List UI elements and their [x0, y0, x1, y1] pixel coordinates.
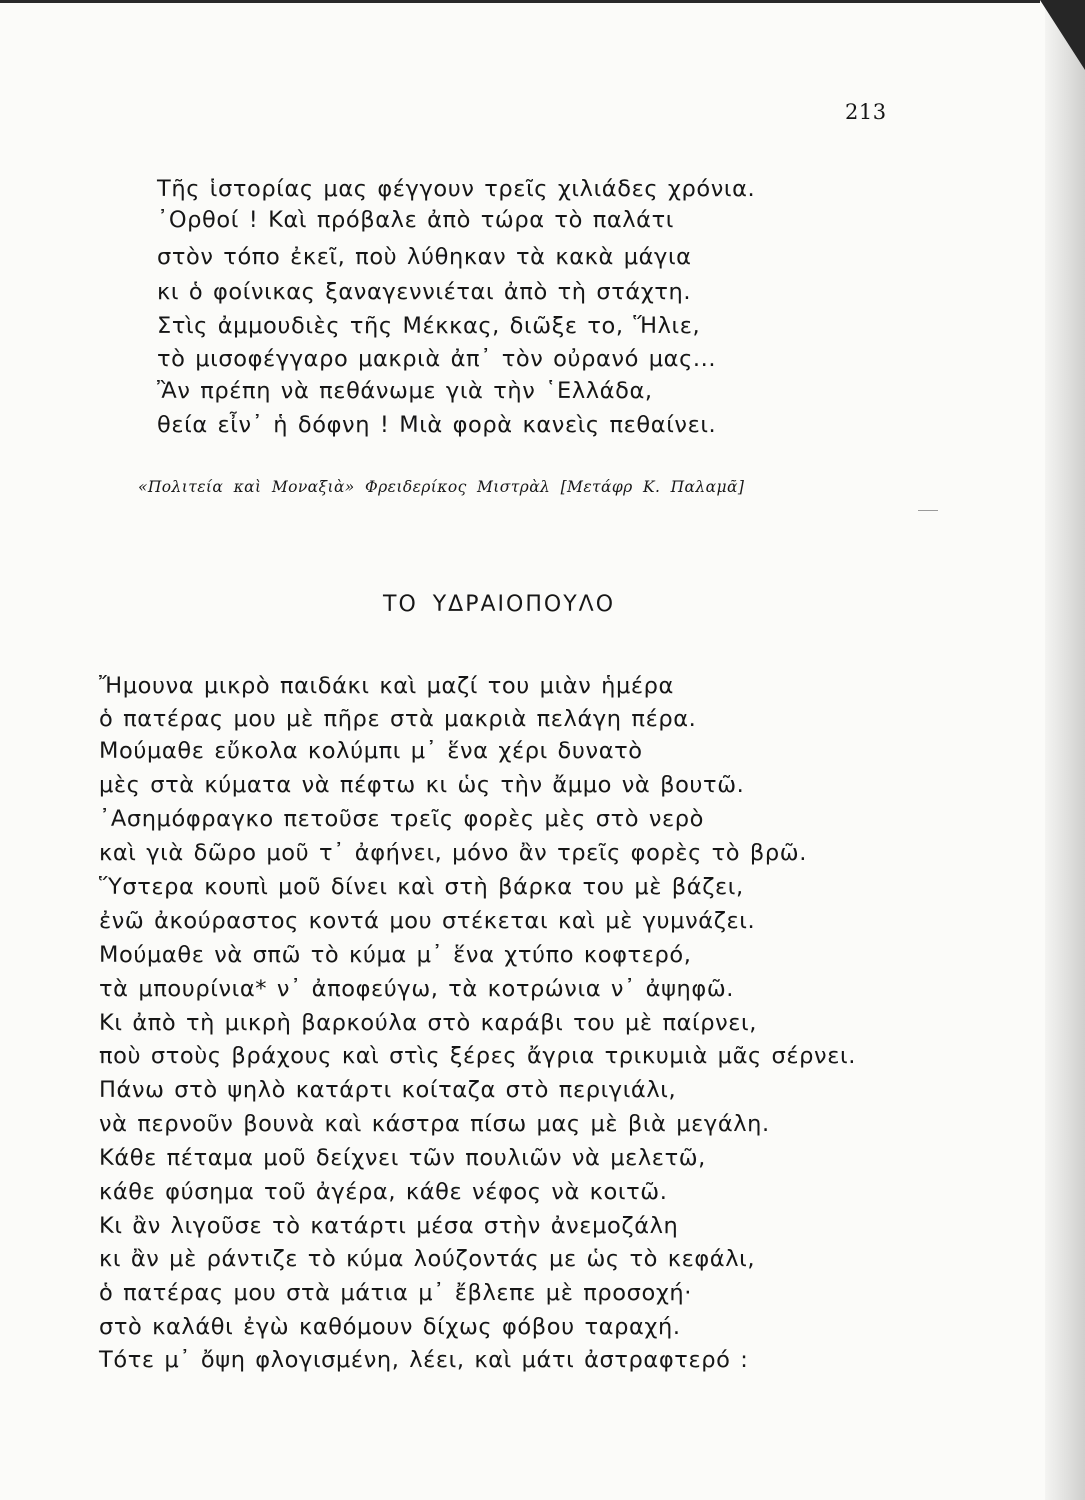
poem-attribution: «Πολιτεία καὶ Μοναξιὰ» Φρειδερίκος Μιστρὰλ [Μετάφρ Κ. Παλαμᾶ]: [138, 478, 745, 496]
poem-line: ᾿Ασημόφραγκο πετοῦσε τρεῖς φορὲς μὲς στὸ νερὸ: [99, 806, 705, 832]
poem-line: Μούμαθε νὰ σπῶ τὸ κύμα μ᾿ ἕνα χτύπο κοφτερό,: [99, 942, 692, 968]
poem-line: στὸ καλάθι ἐγὼ καθόμουν δίχως φόβου ταραχή.: [99, 1314, 681, 1340]
poem-line: τὰ μπουρίνια* ν᾿ ἀποφεύγω, τὰ κοτρώνια ν᾿ ἀψηφῶ.: [99, 976, 735, 1002]
poem-line: ᾿Ορθοί ! Καὶ πρόβαλε ἀπὸ τώρα τὸ παλάτι: [157, 207, 674, 233]
poem-line: Τότε μ᾿ ὄψη φλογισμένη, λέει, καὶ μάτι ἀστραφτερό :: [99, 1347, 749, 1373]
poem-line: Στὶς ἀμμουδιὲς τῆς Μέκκας, διῶξε το, Ἥλιε,: [157, 313, 701, 339]
poem-line: Κι ἂν λιγοῦσε τὸ κατάρτι μέσα στὴν ἀνεμοζάλη: [99, 1213, 679, 1239]
poem-line: Ἤμουνα μικρὸ παιδάκι καὶ μαζί του μιὰν ἡμέρα: [99, 673, 674, 699]
poem-line: Κάθε πέταμα μοῦ δείχνει τῶν πουλιῶν νὰ μελετῶ,: [99, 1145, 706, 1171]
poem-line: ποὺ στοὺς βράχους καὶ στὶς ξέρες ἄγρια τρικυμιὰ μᾶς σέρνει.: [99, 1043, 856, 1069]
poem-line: μὲς στὰ κύματα νὰ πέφτω κι ὡς τὴν ἄμμο νὰ βουτῶ.: [99, 772, 745, 798]
poem-line: ἐνῶ ἀκούραστος κοντά μου στέκεται καὶ μὲ γυμνάζει.: [99, 908, 756, 934]
poem-line: Τῆς ἱστορίας μας φέγγουν τρεῖς χιλιάδες χρόνια.: [157, 176, 756, 202]
poem-line: ὁ πατέρας μου μὲ πῆρε στὰ μακριὰ πελάγη πέρα.: [99, 706, 697, 732]
poem-line: Μούμαθε εὔκολα κολύμπι μ᾿ ἕνα χέρι δυνατὸ: [99, 738, 643, 764]
poem-line: καὶ γιὰ δῶρο μοῦ τ᾿ ἀφήνει, μόνο ἂν τρεῖς φορὲς τὸ βρῶ.: [99, 840, 807, 866]
poem-title: ΤΟ ΥΔΡΑΙΟΠΟΥΛΟ: [383, 592, 616, 617]
poem-line: κι ὁ φοίνικας ξαναγεννιέται ἀπὸ τὴ στάχτη.: [157, 279, 692, 305]
poem-line: Πάνω στὸ ψηλὸ κατάρτι κοίταζα στὸ περιγιάλι,: [99, 1077, 677, 1103]
poem-line: ὁ πατέρας μου στὰ μάτια μ᾿ ἔβλεπε μὲ προσοχή·: [99, 1280, 693, 1306]
poem-line: κάθε φύσημα τοῦ ἀγέρα, κάθε νέφος νὰ κοιτῶ.: [99, 1179, 668, 1205]
poem-line: Κι ἀπὸ τὴ μικρὴ βαρκούλα στὸ καράβι του μὲ παίρνει,: [99, 1010, 758, 1036]
poem-line: Ὕστερα κουπὶ μοῦ δίνει καὶ στὴ βάρκα του μὲ βάζει,: [99, 874, 744, 900]
poem-line: θεία εἶν᾿ ἡ δόφνη ! Μιὰ φορὰ κανεὶς πεθαίνει.: [157, 412, 717, 438]
poem-line: Ἂν πρέπη νὰ πεθάνωμε γιὰ τὴν ῾Ελλάδα,: [157, 378, 653, 404]
poem-line: κι ἂν μὲ ράντιζε τὸ κύμα λούζοντάς με ὡς τὸ κεφάλι,: [99, 1246, 756, 1272]
page-number: 213: [845, 100, 887, 124]
poem-line: στὸν τόπο ἐκεῖ, ποὺ λύθηκαν τὰ κακὰ μάγια: [157, 244, 692, 270]
poem-line: νὰ περνοῦν βουνὰ καὶ κάστρα πίσω μας μὲ βιὰ μεγάλη.: [99, 1111, 770, 1137]
poem-line: τὸ μισοφέγγαρο μακριὰ ἀπ᾿ τὸν οὐρανό μας...: [157, 346, 717, 372]
